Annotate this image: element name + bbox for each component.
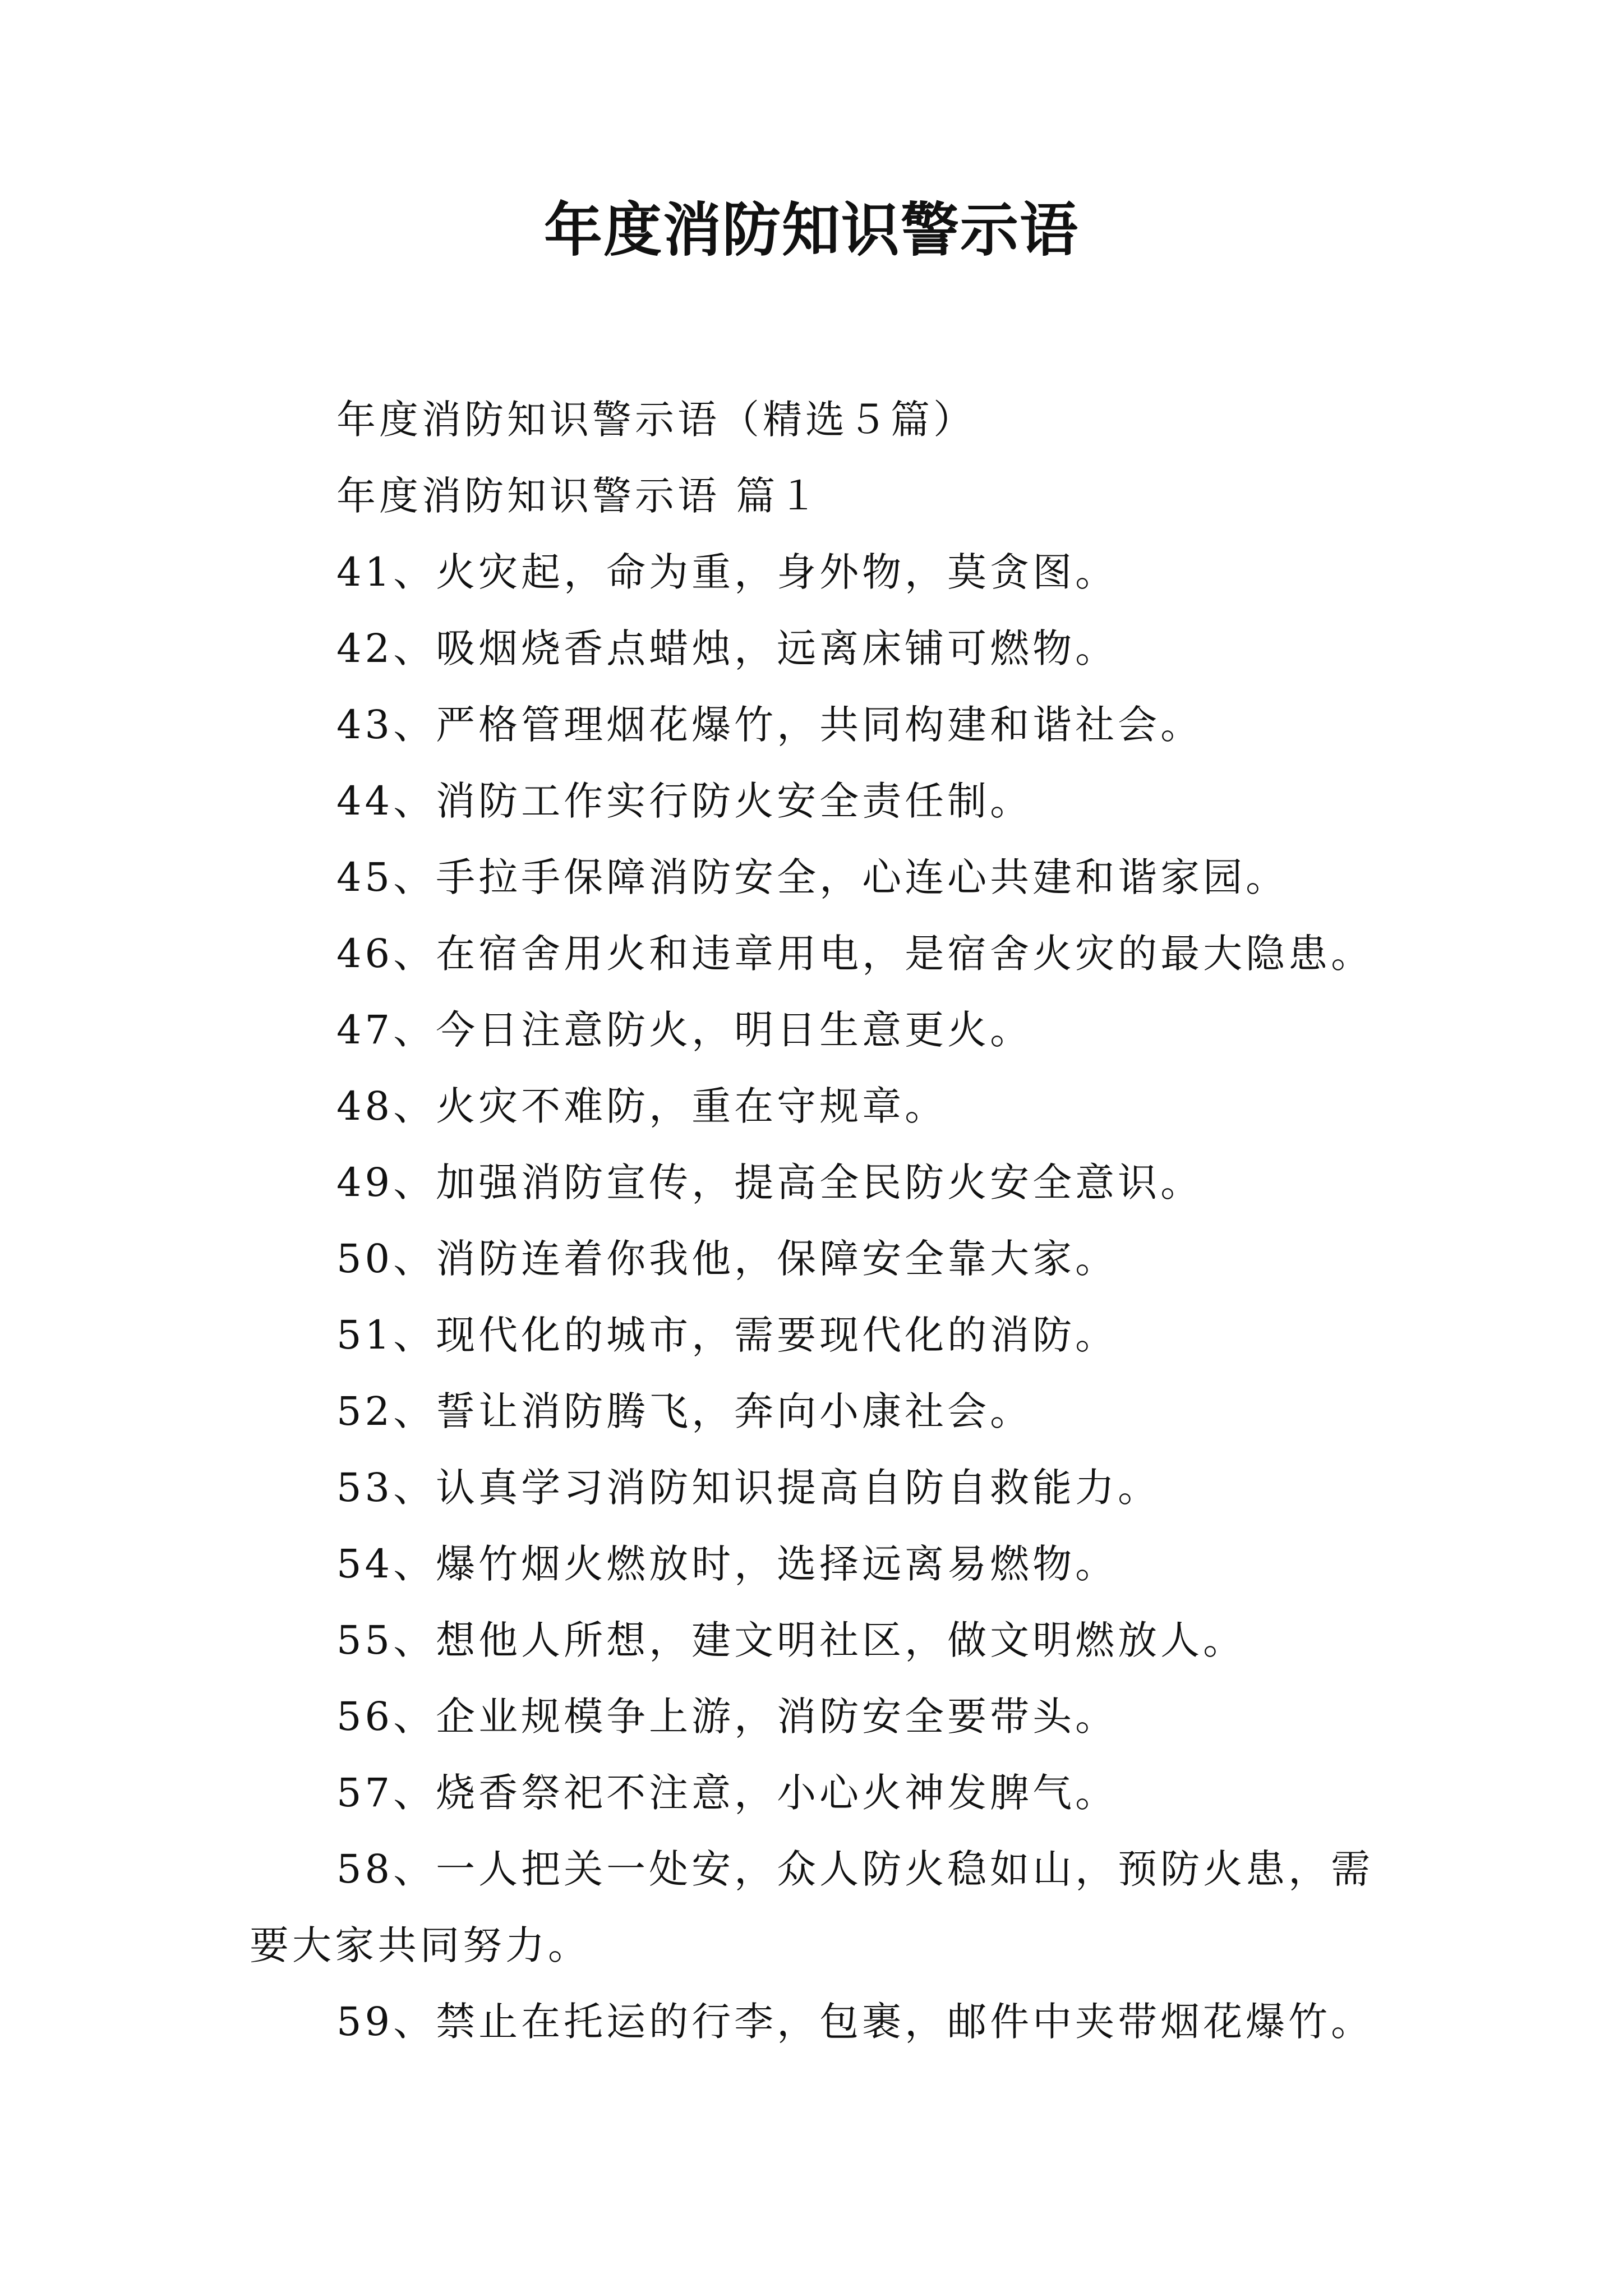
list-item: 53、认真学习消防知识提高自防自救能力。 [336,1465,1161,1511]
list-item: 44、消防工作实行防火安全责任制。 [336,778,1033,824]
document-title: 年度消防知识警示语 [543,195,1079,264]
list-item: 42、吸烟烧香点蜡烛，远离床铺可燃物。 [336,625,1118,671]
list-item: 43、严格管理烟花爆竹，共同构建和谐社会。 [336,702,1204,748]
list-item: 57、烧香祭祀不注意，小心火神发脾气。 [336,1770,1118,1816]
list-item-continuation: 要大家共同努力。 [250,1922,591,1968]
list-item: 49、加强消防宣传，提高全民防火安全意识。 [336,1159,1204,1205]
list-item: 55、想他人所想，建文明社区，做文明燃放人。 [336,1617,1246,1663]
list-item: 41、火灾起，命为重，身外物，莫贪图。 [336,549,1118,595]
list-item: 59、禁止在托运的行李，包裹，邮件中夹带烟花爆竹。 [336,1999,1374,2045]
list-item: 51、现代化的城市，需要现代化的消防。 [336,1312,1118,1358]
list-item: 50、消防连着你我他，保障安全靠大家。 [336,1236,1118,1282]
paragraph-subtitle: 年度消防知识警示语（精选５篇） [336,397,976,443]
list-item: 54、爆竹烟火燃放时，选择远离易燃物。 [336,1541,1118,1587]
list-item: 48、火灾不难防，重在守规章。 [336,1083,948,1129]
list-item: 58、一人把关一处安，众人防火稳如山，预防火患，需 [336,1846,1374,1892]
list-item: 47、今日注意防火，明日生意更火。 [336,1007,1033,1053]
list-item: 52、誓让消防腾飞，奔向小康社会。 [336,1388,1033,1434]
list-item: 45、手拉手保障消防安全，心连心共建和谐家园。 [336,854,1289,900]
list-item: 56、企业规模争上游，消防安全要带头。 [336,1694,1118,1740]
document-body [250,381,1399,2060]
section-heading: 年度消防知识警示语 篇１ [336,473,822,519]
list-item: 46、在宿舍用火和违章用电，是宿舍火灾的最大隐患。 [336,931,1374,977]
